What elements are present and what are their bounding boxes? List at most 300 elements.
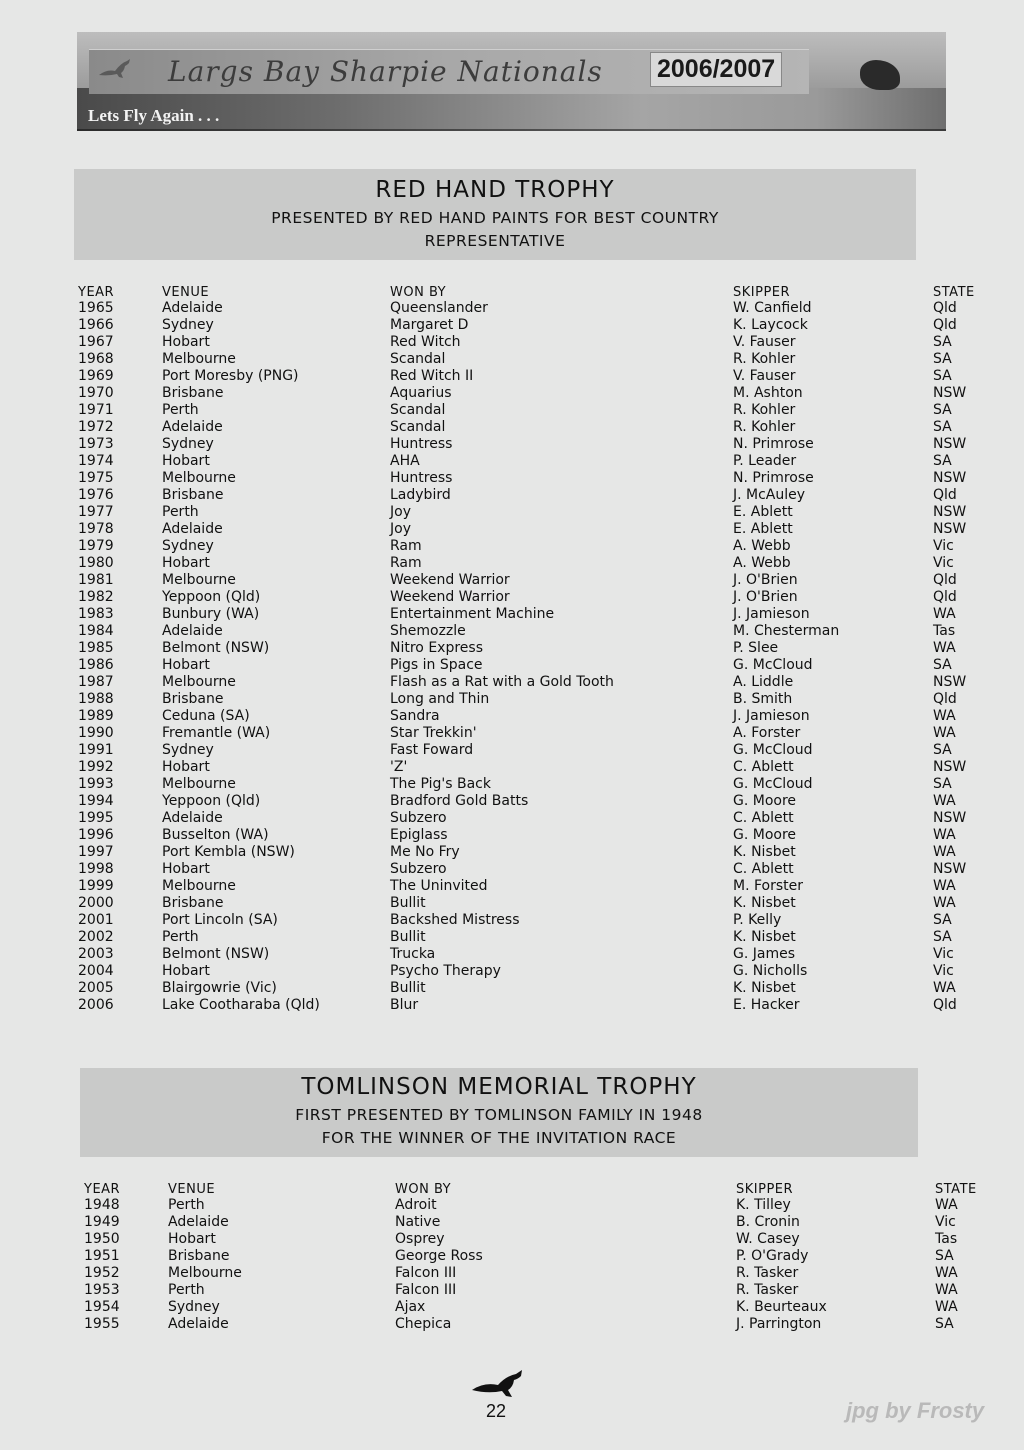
cell-year: 1976 [78,487,114,503]
cell-won-by: Margaret D [390,317,469,333]
tomlinson-subtitle-2: FOR THE WINNER OF THE INVITATION RACE [321,1129,677,1147]
cell-skipper: K. Laycock [733,317,808,333]
cell-venue: Hobart [168,1231,216,1247]
cell-won-by: Joy [390,521,411,537]
cell-venue: Brisbane [162,385,224,401]
red-hand-subtitle-1: PRESENTED BY RED HAND PAINTS FOR BEST COUNTRY [271,209,719,227]
cell-year: 1984 [78,623,114,639]
cell-year: 1982 [78,589,114,605]
cell-venue: Adelaide [168,1214,229,1230]
cell-skipper: A. Webb [733,555,791,571]
cell-state: NSW [933,810,967,826]
cell-state: Qld [933,691,957,707]
header-banner [77,32,946,131]
cell-skipper: M. Ashton [733,385,803,401]
cell-state: SA [933,912,952,928]
cell-year: 2003 [78,946,114,962]
cell-skipper: P. Kelly [733,912,782,928]
cell-skipper: K. Nisbet [733,844,796,860]
cell-state: WA [933,895,956,911]
cell-state: WA [933,606,956,622]
cell-venue: Belmont (NSW) [162,640,270,656]
red-hand-table [78,278,998,1014]
cell-state: WA [933,640,956,656]
cell-state: NSW [933,504,967,520]
cell-venue: Hobart [162,963,210,979]
cell-year: 1975 [78,470,114,486]
table-row [78,878,998,895]
table-row [84,1265,998,1282]
cell-venue: Fremantle (WA) [162,725,271,741]
cell-skipper: G. James [733,946,796,962]
table-row [78,589,998,606]
cell-skipper: J. O'Brien [733,572,798,588]
table-row [78,538,998,555]
cell-year: 1983 [78,606,114,622]
cell-skipper: C. Ablett [733,810,794,826]
cell-won-by: Fast Foward [390,742,474,758]
cell-won-by: Chepica [395,1316,452,1332]
cell-state: Qld [933,487,957,503]
cell-state: Vic [933,538,954,554]
cell-state: Qld [933,572,957,588]
table-row [78,997,998,1014]
table-row [84,1299,998,1316]
cell-state: WA [933,827,956,843]
cell-won-by: Aquarius [390,385,452,401]
cell-won-by: Bullit [390,895,426,911]
banner-tagline: Lets Fly Again . . . [88,106,220,125]
cell-year: 1994 [78,793,114,809]
cell-skipper: J. Jamieson [733,708,810,724]
cell-state: SA [933,776,952,792]
cell-state: Tas [935,1231,958,1247]
cell-venue: Port Moresby (PNG) [162,368,299,384]
table-row [78,436,998,453]
table-header-row [78,278,998,300]
cell-skipper: R. Tasker [736,1282,799,1298]
cell-skipper: A. Webb [733,538,791,554]
cell-won-by: Ram [390,538,422,554]
cell-won-by: Subzero [390,810,447,826]
cell-venue: Perth [168,1282,205,1298]
banner-season: 2006/2007 [650,52,782,87]
cell-skipper: M. Forster [733,878,804,894]
cell-year: 1991 [78,742,114,758]
table-row [78,470,998,487]
tomlinson-subtitle-1: FIRST PRESENTED BY TOMLINSON FAMILY IN 1948 [295,1106,703,1124]
cell-skipper: P. Leader [733,453,797,469]
cell-year: 1949 [84,1214,120,1230]
cell-venue: Belmont (NSW) [162,946,270,962]
cell-state: NSW [933,436,967,452]
cell-won-by: Blur [390,997,419,1013]
cell-won-by: Weekend Warrior [390,572,510,588]
table-row [78,742,998,759]
cell-year: 1967 [78,334,114,350]
table-row [78,623,998,640]
cell-venue: Brisbane [162,487,224,503]
cell-won-by: Bradford Gold Batts [390,793,529,809]
cell-state: WA [933,844,956,860]
cell-skipper: K. Beurteaux [736,1299,827,1315]
cell-won-by: Native [395,1214,441,1230]
cell-won-by: Falcon III [395,1265,457,1281]
table-row [84,1282,998,1299]
cell-won-by: Pigs in Space [390,657,483,673]
cell-won-by: Ladybird [390,487,451,503]
cell-year: 1950 [84,1231,120,1247]
cell-venue: Hobart [162,555,210,571]
red-hand-header [74,169,916,260]
table-row [78,844,998,861]
cell-venue: Melbourne [162,674,236,690]
cell-skipper: J. O'Brien [733,589,798,605]
cell-venue: Brisbane [162,895,224,911]
cell-won-by: Red Witch II [390,368,474,384]
cell-state: NSW [933,674,967,690]
cell-won-by: Subzero [390,861,447,877]
cell-state: Vic [933,946,954,962]
cell-year: 2006 [78,997,114,1013]
cell-skipper: R. Kohler [733,419,796,435]
cell-venue: Bunbury (WA) [162,606,260,622]
cell-venue: Brisbane [168,1248,230,1264]
cell-state: SA [933,402,952,418]
cell-state: SA [935,1316,954,1332]
cell-skipper: P. O'Grady [736,1248,809,1264]
cell-skipper: G. McCloud [733,657,813,673]
cell-skipper: J. Jamieson [733,606,810,622]
cell-venue: Melbourne [162,878,236,894]
cell-state: SA [933,742,952,758]
cell-venue: Perth [168,1197,205,1213]
cell-skipper: R. Kohler [733,402,796,418]
cell-state: WA [935,1299,958,1315]
kangaroo-icon [97,57,133,79]
table-row [78,912,998,929]
page-number: 22 [486,1401,507,1421]
cell-skipper: P. Slee [733,640,779,656]
cell-venue: Ceduna (SA) [162,708,250,724]
cell-won-by: Weekend Warrior [390,589,510,605]
cell-year: 1990 [78,725,114,741]
cell-skipper: N. Primrose [733,470,814,486]
cell-venue: Hobart [162,759,210,775]
cell-state: Qld [933,317,957,333]
cell-venue: Port Kembla (NSW) [162,844,295,860]
red-hand-title: RED HAND TROPHY [375,177,615,203]
cell-skipper: K. Nisbet [733,980,796,996]
column-header-year: YEAR [84,1182,121,1197]
cell-skipper: E. Ablett [733,504,793,520]
table-header-row [84,1175,998,1197]
cell-skipper: K. Tilley [736,1197,791,1213]
cell-year: 1998 [78,861,114,877]
cell-venue: Adelaide [162,521,223,537]
cell-year: 1955 [84,1316,120,1332]
cell-state: NSW [933,759,967,775]
table-row [78,861,998,878]
cell-venue: Perth [162,504,199,520]
cell-year: 1978 [78,521,114,537]
cell-skipper: G. Moore [733,793,797,809]
cell-venue: Adelaide [162,810,223,826]
cell-year: 1993 [78,776,114,792]
cell-venue: Adelaide [168,1316,229,1332]
cell-year: 1986 [78,657,114,673]
cell-state: SA [933,368,952,384]
cell-year: 2002 [78,929,114,945]
cell-year: 1997 [78,844,114,860]
cell-venue: Sydney [162,317,214,333]
cell-won-by: Osprey [395,1231,445,1247]
cell-won-by: Queenslander [390,300,488,316]
cell-won-by: George Ross [395,1248,483,1264]
cell-venue: Sydney [162,436,214,452]
cell-state: WA [935,1265,958,1281]
column-header-won-by: WON BY [395,1182,452,1197]
table-row [78,334,998,351]
cell-venue: Yeppoon (Qld) [162,793,261,809]
table-row [78,963,998,980]
cell-venue: Adelaide [162,300,223,316]
cell-won-by: Falcon III [395,1282,457,1298]
cell-year: 2001 [78,912,114,928]
table-row [78,385,998,402]
cell-year: 1952 [84,1265,120,1281]
cell-venue: Perth [162,402,199,418]
cell-year: 2000 [78,895,114,911]
cell-skipper: G. McCloud [733,742,813,758]
column-header-venue: VENUE [162,285,210,300]
column-header-skipper: SKIPPER [733,285,791,300]
cell-skipper: G. Moore [733,827,797,843]
table-row [78,487,998,504]
cell-year: 1973 [78,436,114,452]
table-row [78,827,998,844]
table-row [78,793,998,810]
cell-state: SA [933,929,952,945]
cell-state: Qld [933,589,957,605]
cell-year: 1987 [78,674,114,690]
cell-won-by: Psycho Therapy [390,963,501,979]
cell-venue: Hobart [162,334,210,350]
cell-state: Vic [935,1214,956,1230]
cell-venue: Perth [162,929,199,945]
cell-skipper: J. Parrington [736,1316,822,1332]
cell-won-by: AHA [390,453,420,469]
cell-venue: Sydney [162,742,214,758]
cell-year: 1995 [78,810,114,826]
cell-year: 1996 [78,827,114,843]
cell-state: WA [933,708,956,724]
banner-title: Largs Bay Sharpie Nationals [168,55,603,88]
table-row [78,419,998,436]
banner-dark-band [77,129,946,131]
cell-year: 1953 [84,1282,120,1298]
cell-won-by: Epiglass [390,827,448,843]
cell-state: WA [933,878,956,894]
table-row [78,674,998,691]
cell-venue: Lake Cootharaba (Qld) [162,997,320,1013]
cell-venue: Melbourne [162,351,236,367]
cell-venue: Sydney [162,538,214,554]
cell-year: 1980 [78,555,114,571]
cell-year: 1954 [84,1299,120,1315]
cell-state: NSW [933,861,967,877]
cell-venue: Port Lincoln (SA) [162,912,278,928]
cell-venue: Blairgowrie (Vic) [162,980,277,996]
cell-won-by: Scandal [390,351,446,367]
cell-skipper: C. Ablett [733,759,794,775]
cell-state: SA [933,657,952,673]
column-header-year: YEAR [78,285,115,300]
cell-year: 1979 [78,538,114,554]
tomlinson-table [84,1175,998,1333]
cell-state: Tas [933,623,956,639]
table-row [78,453,998,470]
cell-state: NSW [933,385,967,401]
red-hand-subtitle-2: REPRESENTATIVE [424,232,566,250]
cell-year: 1948 [84,1197,120,1213]
table-row [78,555,998,572]
table-row [78,929,998,946]
cell-year: 1972 [78,419,114,435]
cell-state: WA [933,980,956,996]
cell-skipper: K. Nisbet [733,929,796,945]
table-row [78,776,998,793]
cell-year: 1974 [78,453,114,469]
cell-year: 1992 [78,759,114,775]
table-row [78,368,998,385]
cell-venue: Melbourne [162,776,236,792]
cell-won-by: Long and Thin [390,691,490,707]
cell-venue: Sydney [168,1299,220,1315]
cell-year: 1968 [78,351,114,367]
cell-state: SA [933,453,952,469]
cell-skipper: W. Casey [736,1231,800,1247]
cell-won-by: Sandra [390,708,440,724]
cell-won-by: The Pig's Back [390,776,491,792]
table-row [78,759,998,776]
cell-venue: Hobart [162,657,210,673]
table-row [78,708,998,725]
column-header-won-by: WON BY [390,285,447,300]
cell-year: 1981 [78,572,114,588]
cell-venue: Yeppoon (Qld) [162,589,261,605]
cell-won-by: Huntress [390,470,453,486]
cell-skipper: V. Fauser [733,368,796,384]
cell-state: Qld [933,997,957,1013]
table-row [78,606,998,623]
cell-won-by: Joy [390,504,411,520]
table-row [78,504,998,521]
cell-state: WA [933,793,956,809]
cell-won-by: Ram [390,555,422,571]
cell-won-by: Ajax [395,1299,426,1315]
cell-venue: Hobart [162,453,210,469]
kangaroo-icon [470,1368,530,1398]
cell-state: Vic [933,555,954,571]
cell-year: 1969 [78,368,114,384]
cell-year: 1951 [84,1248,120,1264]
cell-skipper: A. Liddle [733,674,794,690]
cell-venue: Adelaide [162,419,223,435]
table-row [78,521,998,538]
cell-year: 2005 [78,980,114,996]
cell-state: SA [933,419,952,435]
table-row [78,657,998,674]
cell-won-by: Bullit [390,980,426,996]
cell-venue: Melbourne [162,470,236,486]
cell-state: SA [935,1248,954,1264]
cell-skipper: V. Fauser [733,334,796,350]
cell-state: NSW [933,521,967,537]
table-row [78,402,998,419]
cell-skipper: K. Nisbet [733,895,796,911]
cell-won-by: Me No Fry [390,844,460,860]
cell-state: Vic [933,963,954,979]
table-row [84,1248,998,1265]
photo-credit: jpg by Frosty [846,1398,985,1423]
cell-venue: Melbourne [168,1265,242,1281]
cell-won-by: Huntress [390,436,453,452]
cell-skipper: G. McCloud [733,776,813,792]
cell-venue: Busselton (WA) [162,827,269,843]
cell-skipper: B. Smith [733,691,793,707]
cell-venue: Brisbane [162,691,224,707]
cell-year: 2004 [78,963,114,979]
cell-state: SA [933,334,952,350]
table-row [84,1197,998,1214]
table-row [78,572,998,589]
table-row [78,691,998,708]
table-row [78,895,998,912]
cell-skipper: E. Ablett [733,521,793,537]
table-row [78,946,998,963]
cell-year: 1999 [78,878,114,894]
table-row [78,351,998,368]
cell-year: 1988 [78,691,114,707]
cell-skipper: N. Primrose [733,436,814,452]
cell-skipper: W. Canfield [733,300,812,316]
cell-won-by: Star Trekkin' [390,725,477,741]
cell-state: Qld [933,300,957,316]
tomlinson-title: TOMLINSON MEMORIAL TROPHY [301,1074,697,1100]
table-row [84,1214,998,1231]
cell-won-by: The Uninvited [390,878,488,894]
cell-won-by: Flash as a Rat with a Gold Tooth [390,674,614,690]
cell-skipper: J. McAuley [733,487,806,503]
cell-year: 1977 [78,504,114,520]
cell-year: 1985 [78,640,114,656]
column-header-state: STATE [933,285,975,300]
cell-venue: Adelaide [162,623,223,639]
table-row [84,1231,998,1248]
cell-skipper: R. Tasker [736,1265,799,1281]
cell-won-by: Entertainment Machine [390,606,555,622]
table-row [78,640,998,657]
cell-venue: Hobart [162,861,210,877]
cell-state: WA [933,725,956,741]
cell-skipper: E. Hacker [733,997,800,1013]
column-header-skipper: SKIPPER [736,1182,794,1197]
cell-skipper: B. Cronin [736,1214,800,1230]
cell-won-by: Adroit [395,1197,437,1213]
cell-won-by: Bullit [390,929,426,945]
cell-state: SA [933,351,952,367]
